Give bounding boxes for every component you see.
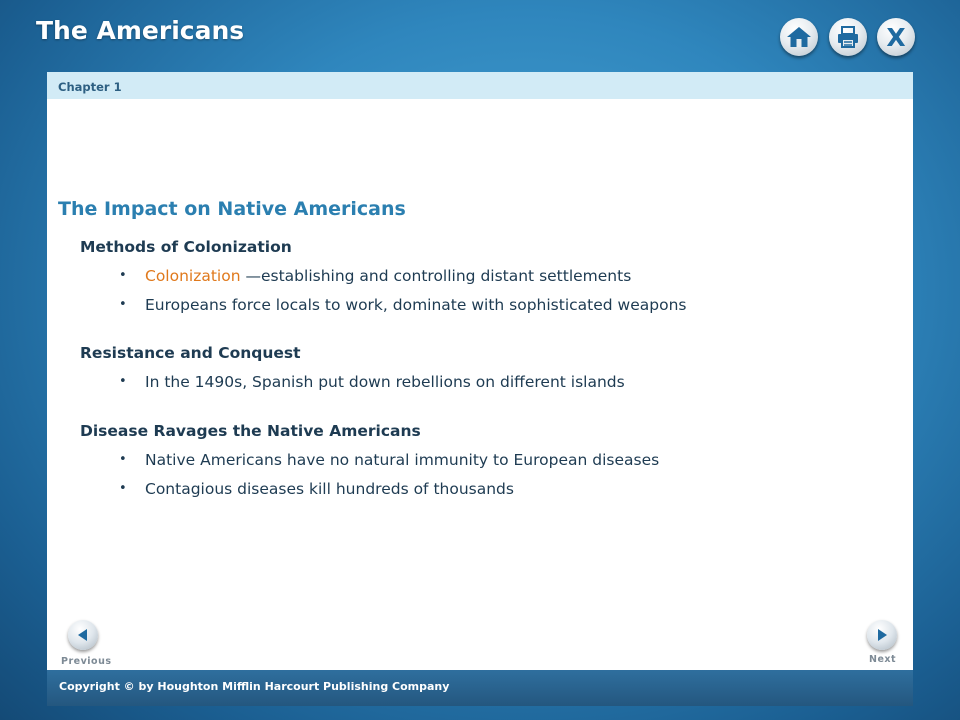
bullet-item: [80, 449, 890, 478]
footer-bar: [47, 670, 913, 706]
bullet-item: [80, 294, 890, 323]
copyright-text: Copyright © by Houghton Mifflin Harcourt Publishing Company: [59, 680, 450, 693]
slide-title: The Impact on Native Americans: [58, 198, 406, 220]
section-resistance-and-conquest: [80, 342, 890, 400]
chapter-bar: [47, 72, 913, 99]
next-label[interactable]: Next: [869, 654, 897, 665]
section-heading: Disease Ravages the Native Americans: [80, 422, 421, 440]
close-button[interactable]: [877, 18, 915, 56]
section-methods-of-colonization: [80, 236, 890, 323]
app-title: The Americans: [36, 16, 245, 45]
print-button[interactable]: [829, 18, 867, 56]
arrow-right-icon: [875, 628, 889, 642]
bullet-text: —establishing and controlling distant settlements: [240, 267, 632, 285]
slide-panel: [47, 72, 913, 706]
section-heading: Resistance and Conquest: [80, 344, 301, 362]
section-disease-ravages: [80, 420, 890, 507]
bullet-item: [80, 265, 890, 294]
bullet-icon: •: [119, 268, 127, 283]
previous-label[interactable]: Previous: [61, 656, 112, 667]
bullet-item: [80, 478, 890, 507]
printer-icon: [836, 25, 860, 49]
bullet-text: In the 1490s, Spanish put down rebellions on different islands: [145, 373, 625, 391]
previous-button[interactable]: [68, 620, 98, 650]
close-icon: X: [886, 22, 906, 52]
next-button[interactable]: [867, 620, 897, 650]
bullet-icon: •: [119, 452, 127, 467]
chapter-label: Chapter 1: [58, 80, 122, 94]
bullet-icon: •: [119, 297, 127, 312]
bullet-text: Contagious diseases kill hundreds of thousands: [145, 480, 514, 498]
bullet-icon: •: [119, 374, 127, 389]
bullet-list: [80, 449, 890, 507]
bullet-text: Europeans force locals to work, dominate with sophisticated weapons: [145, 296, 687, 314]
arrow-left-icon: [76, 628, 90, 642]
section-heading: Methods of Colonization: [80, 238, 292, 256]
home-icon: [786, 25, 812, 49]
bullet-list: [80, 265, 890, 323]
bullet-text: Native Americans have no natural immunity to European diseases: [145, 451, 660, 469]
key-term: Colonization: [145, 267, 241, 285]
bullet-list: [80, 371, 890, 400]
home-button[interactable]: [780, 18, 818, 56]
bullet-item: [80, 371, 890, 400]
bullet-icon: •: [119, 481, 127, 496]
